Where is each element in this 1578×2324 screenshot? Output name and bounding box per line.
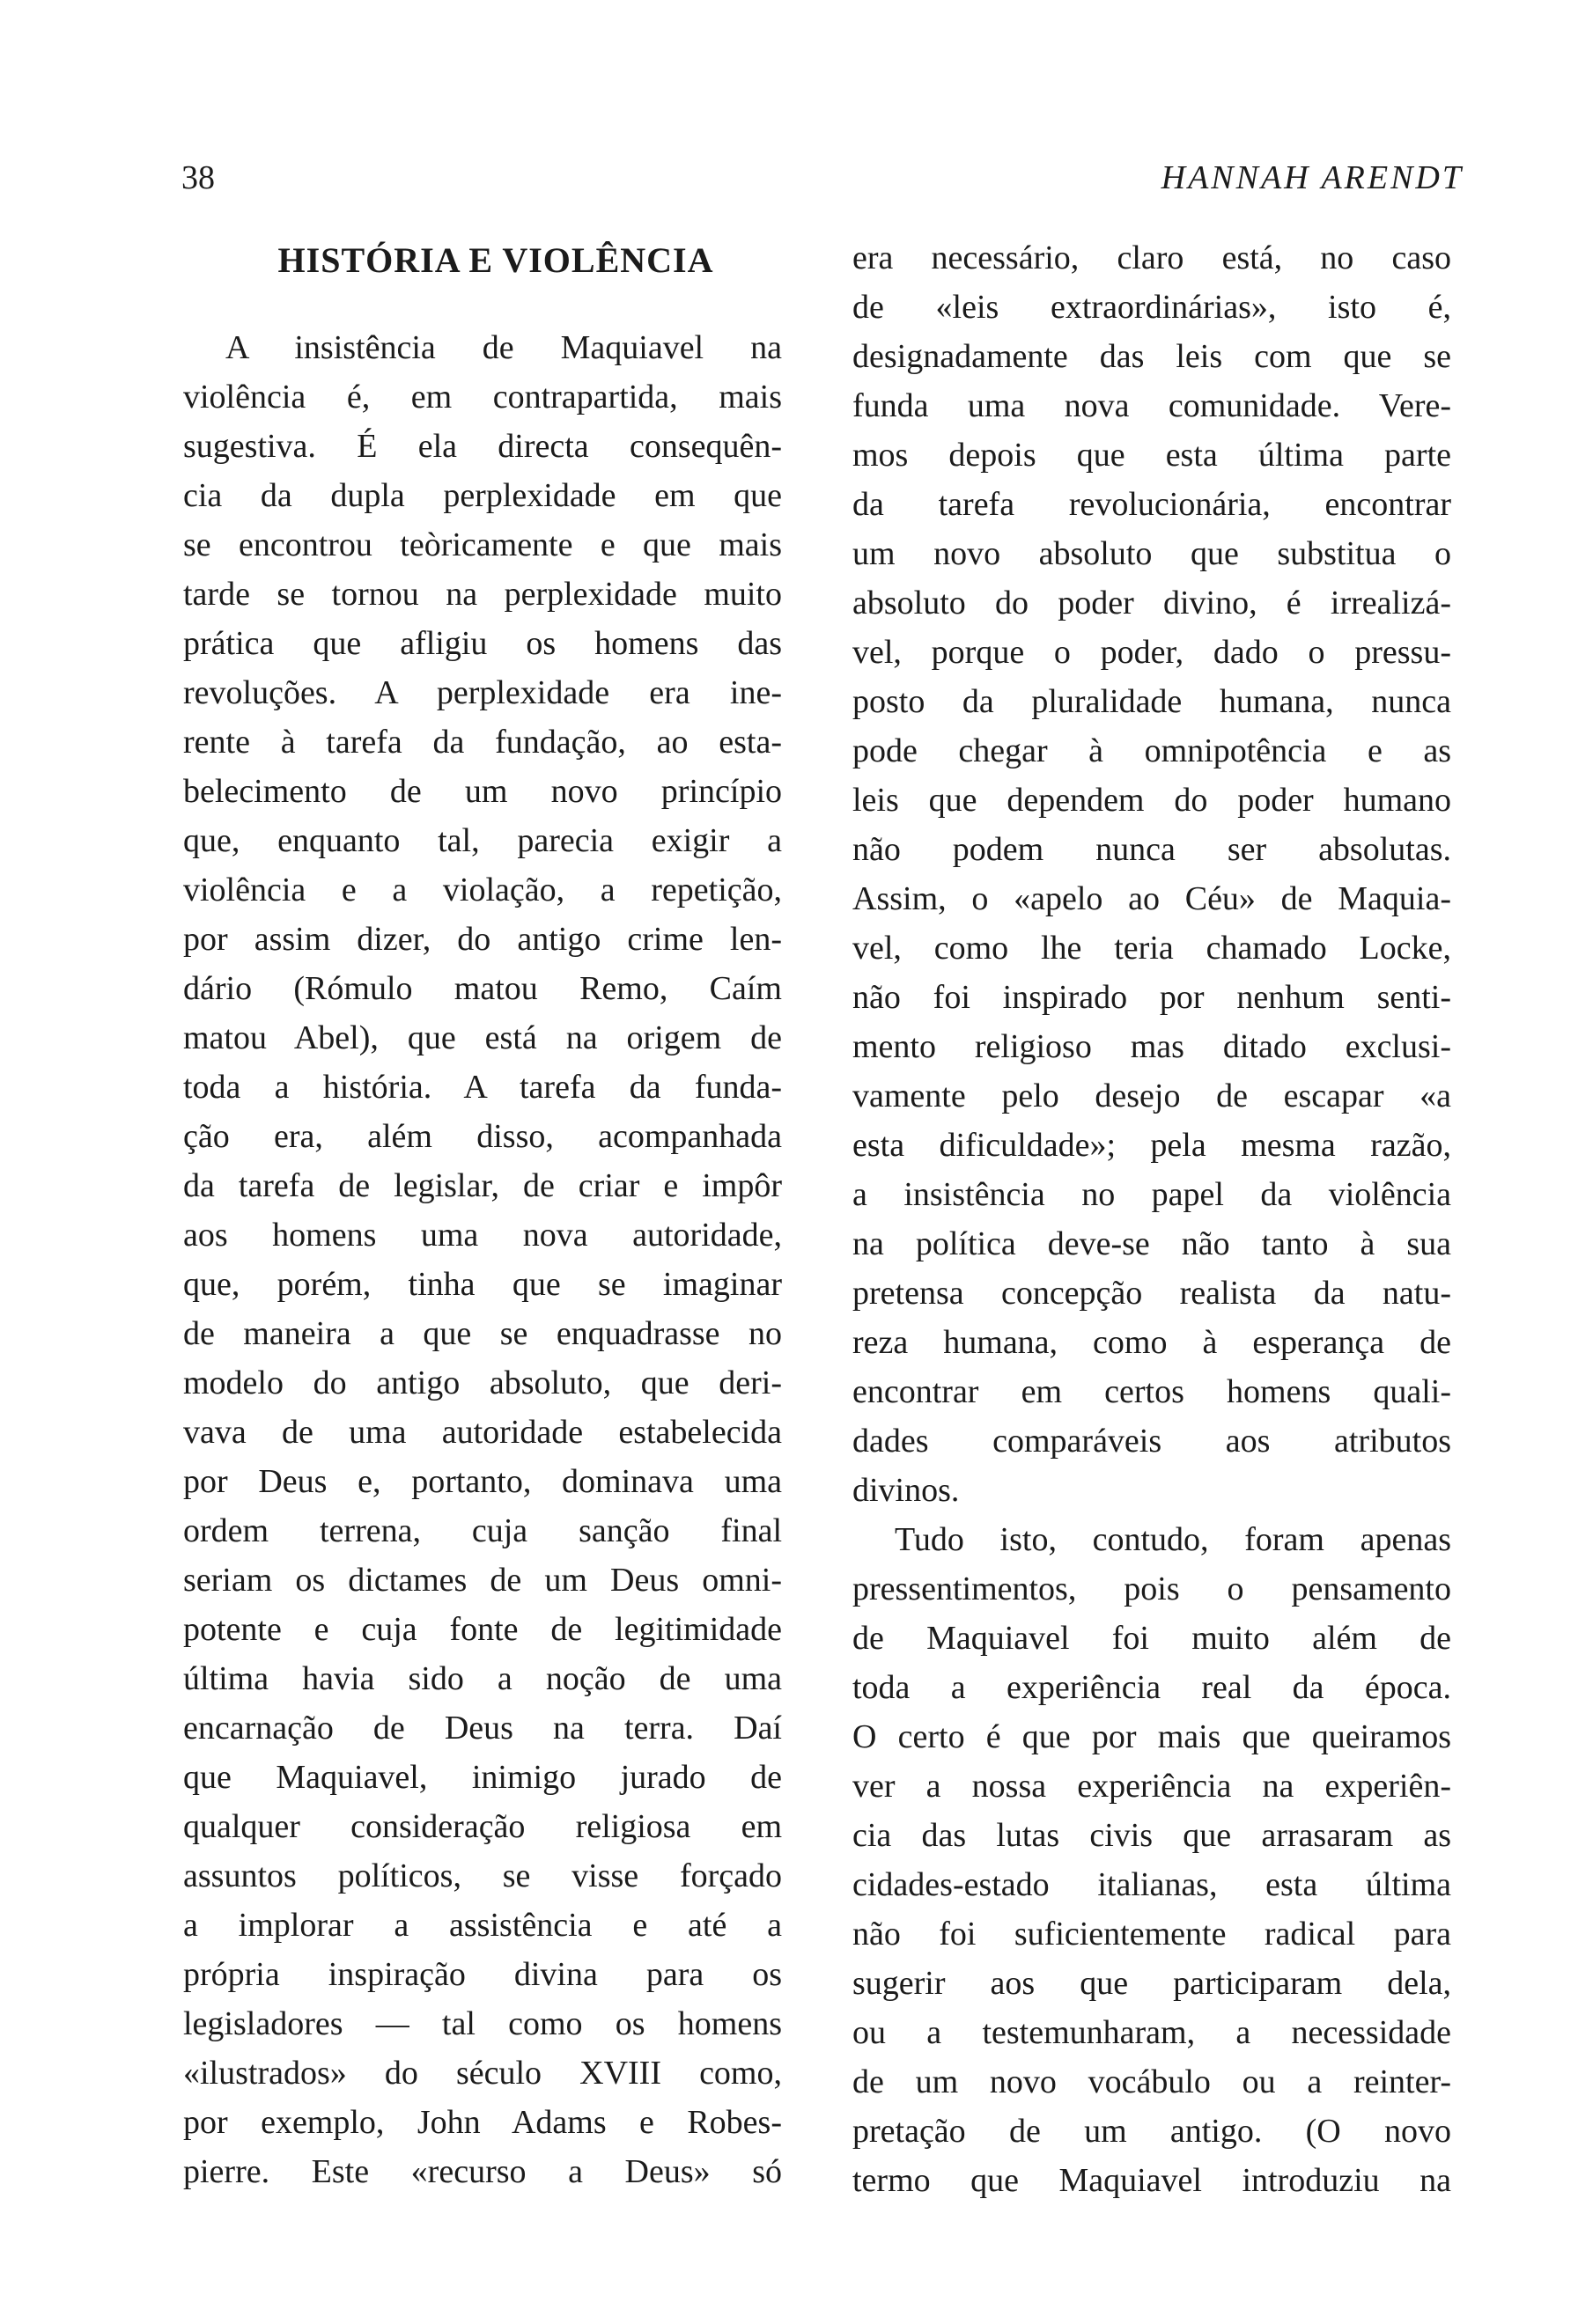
text-line: esta dificuldade»; pela mesma razão, — [852, 1127, 1451, 1164]
text-line: sugerir aos que participaram dela, — [852, 1965, 1451, 2002]
text-line: encontrar em certos homens quali- — [852, 1373, 1451, 1410]
text-line: da tarefa de legislar, de criar e impôr — [183, 1167, 782, 1204]
text-line: qualquer consideração religiosa em — [183, 1808, 782, 1845]
text-line: por Deus e, portanto, dominava uma — [183, 1463, 782, 1500]
text-line: rente à tarefa da fundação, ao esta- — [183, 724, 782, 761]
right-paragraph-1 — [852, 233, 1451, 1515]
text-line: potente e cuja fonte de legitimidade — [183, 1611, 782, 1648]
text-line: cidades-estado italianas, esta última — [852, 1866, 1451, 1903]
text-line: Assim, o «apelo ao Céu» de Maquia- — [852, 880, 1451, 917]
text-line: era necessário, claro está, no caso — [852, 239, 1451, 276]
text-line: pressentimentos, pois o pensamento — [852, 1570, 1451, 1607]
text-line: se encontrou teòricamente e que mais — [183, 526, 782, 563]
text-line: tarde se tornou na perplexidade muito — [183, 576, 782, 613]
text-line: matou Abel), que está na origem de — [183, 1019, 782, 1056]
text-line: leis que dependem do poder humano — [852, 782, 1451, 819]
page-number: 38 — [181, 159, 215, 196]
text-line: termo que Maquiavel introduziu na — [852, 2162, 1451, 2199]
text-line: ou a testemunharam, a necessidade — [852, 2014, 1451, 2051]
text-line: violência é, em contrapartida, mais — [183, 379, 782, 416]
text-line: «ilustrados» do século XVIII como, — [183, 2055, 782, 2092]
text-line: absoluto do poder divino, é irrealizá- — [852, 585, 1451, 621]
text-line: toda a história. A tarefa da funda- — [183, 1069, 782, 1106]
text-line: seriam os dictames de um Deus omni- — [183, 1562, 782, 1599]
text-line: mento religioso mas ditado exclusi- — [852, 1028, 1451, 1065]
text-line: da tarefa revolucionária, encontrar — [852, 486, 1451, 523]
text-line: belecimento de um novo princípio — [183, 773, 782, 810]
text-line: pode chegar à omnipotência e as — [852, 732, 1451, 769]
page-header — [0, 151, 1578, 204]
section-title: HISTÓRIA E VIOLÊNCIA — [277, 240, 714, 280]
text-line: toda a experiência real da época. — [852, 1669, 1451, 1706]
text-line: vava de uma autoridade estabelecida — [183, 1414, 782, 1451]
text-line: aos homens uma nova autoridade, — [183, 1217, 782, 1254]
text-line: cia das lutas civis que arrasaram as — [852, 1817, 1451, 1854]
text-line: modelo do antigo absoluto, que deri- — [183, 1364, 782, 1401]
text-line: divinos. — [852, 1472, 960, 1509]
text-line: a insistência no papel da violência — [852, 1176, 1451, 1213]
text-line: um novo absoluto que substitua o — [852, 535, 1451, 572]
running-head: HANNAH ARENDT — [1161, 159, 1464, 196]
text-line: que, porém, tinha que se imaginar — [183, 1266, 782, 1303]
text-line: pretensa concepção realista da natu- — [852, 1275, 1451, 1312]
text-line: por exemplo, John Adams e Robes- — [183, 2104, 782, 2141]
text-line: designadamente das leis com que se — [852, 338, 1451, 375]
text-line: última havia sido a noção de uma — [183, 1660, 782, 1697]
text-line: mos depois que esta última parte — [852, 437, 1451, 474]
text-line: revoluções. A perplexidade era ine- — [183, 674, 782, 711]
text-line: de maneira a que se enquadrasse no — [183, 1315, 782, 1352]
text-line: a implorar a assistência e até a — [183, 1907, 782, 1944]
text-line: vel, como lhe teria chamado Locke, — [852, 930, 1451, 967]
text-line: dário (Rómulo matou Remo, Caím — [183, 970, 782, 1007]
text-line: vamente pelo desejo de escapar «a — [852, 1077, 1451, 1114]
text-line: que, enquanto tal, parecia exigir a — [183, 822, 782, 859]
text-line: assuntos políticos, se visse forçado — [183, 1857, 782, 1894]
text-line: prática que afligiu os homens das — [183, 625, 782, 662]
text-line: sugestiva. É ela directa consequên- — [183, 428, 782, 465]
text-line: Tudo isto, contudo, foram apenas — [895, 1521, 1451, 1558]
text-line: ção era, além disso, acompanhada — [183, 1118, 782, 1155]
text-line: legisladores — tal como os homens — [183, 2005, 782, 2042]
text-line: na política deve-se não tanto à sua — [852, 1225, 1451, 1262]
text-line: funda uma nova comunidade. Vere- — [852, 387, 1451, 424]
left-column — [183, 233, 782, 2196]
text-line: reza humana, como à esperança de — [852, 1324, 1451, 1361]
text-line: própria inspiração divina para os — [183, 1956, 782, 1993]
text-line: não foi inspirado por nenhum senti- — [852, 979, 1451, 1016]
text-line: de «leis extraordinárias», isto é, — [852, 289, 1451, 326]
text-line: A insistência de Maquiavel na — [225, 329, 782, 366]
text-line: pierre. Este «recurso a Deus» só — [183, 2153, 782, 2190]
text-line: O certo é que por mais que queiramos — [852, 1718, 1451, 1755]
text-line: ordem terrena, cuja sanção final — [183, 1512, 782, 1549]
text-line: violência e a violação, a repetição, — [183, 872, 782, 908]
text-line: ver a nossa experiência na experiên- — [852, 1768, 1451, 1805]
text-line: posto da pluralidade humana, nunca — [852, 683, 1451, 720]
text-line: vel, porque o poder, dado o pressu- — [852, 634, 1451, 671]
text-line: que Maquiavel, inimigo jurado de — [183, 1759, 782, 1796]
text-line: encarnação de Deus na terra. Daí — [183, 1710, 782, 1747]
text-line: não foi suficientemente radical para — [852, 1916, 1451, 1953]
text-line: cia da dupla perplexidade em que — [183, 477, 782, 514]
text-line: não podem nunca ser absolutas. — [852, 831, 1451, 868]
text-line: dades comparáveis aos atributos — [852, 1423, 1451, 1460]
right-column — [852, 233, 1451, 2205]
right-paragraph-2 — [852, 1515, 1451, 2205]
text-line: por assim dizer, do antigo crime len- — [183, 921, 782, 958]
left-paragraph-1 — [183, 323, 782, 2196]
text-line: pretação de um antigo. (O novo — [852, 2113, 1451, 2150]
text-line: de um novo vocábulo ou a reinter- — [852, 2063, 1451, 2100]
text-line: de Maquiavel foi muito além de — [852, 1620, 1451, 1657]
